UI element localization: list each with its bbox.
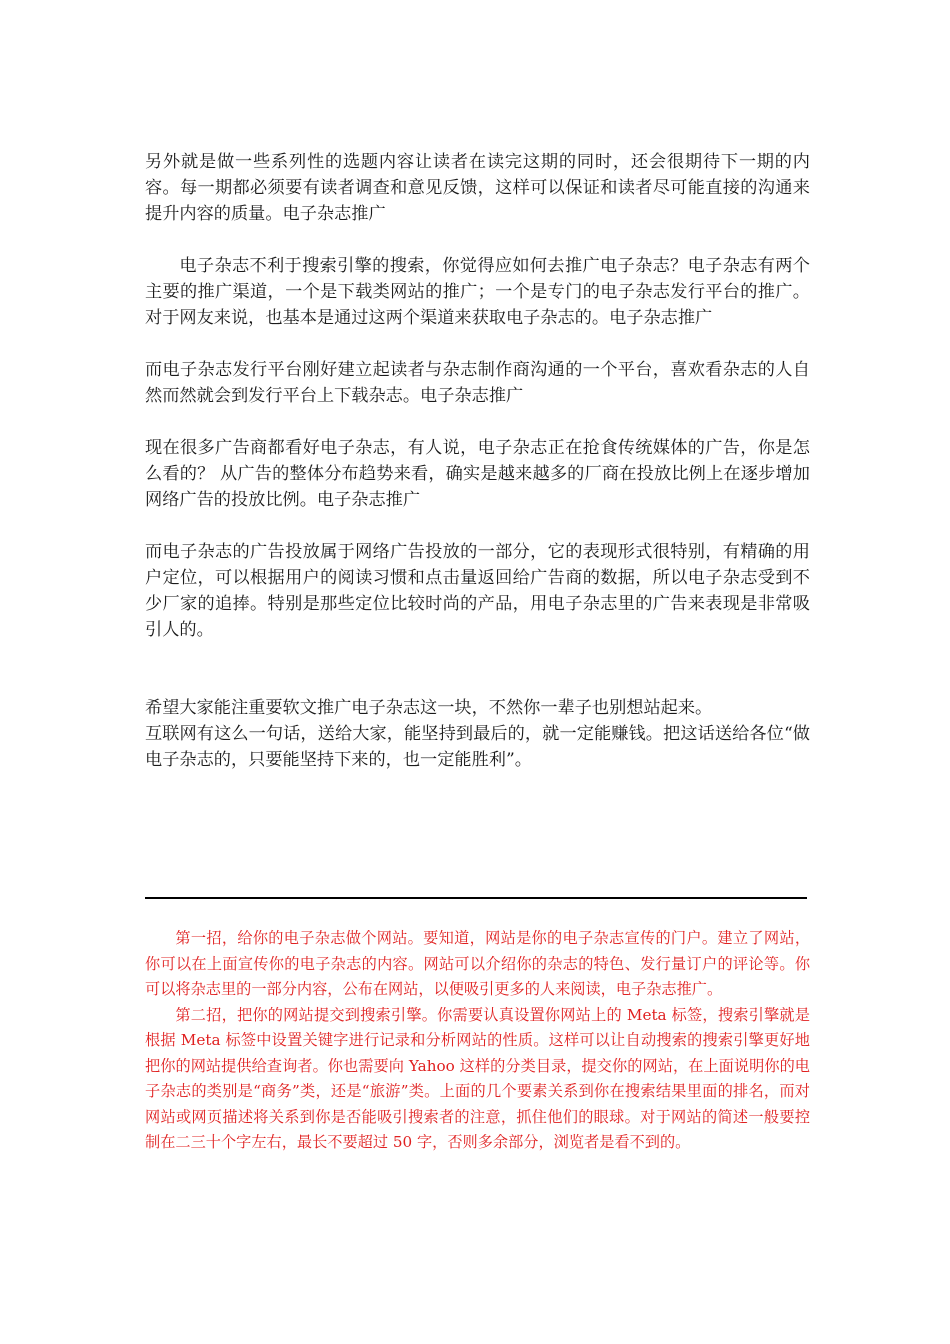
footnote-divider xyxy=(145,897,807,899)
paragraph-series-topics: 另外就是做一些系列性的选题内容让读者在读完这期的同时，还会很期待下一期的内容。每一期都必须要有读者调查和意见反馈，这样可以保证和读者尽可能直接的沟通来提升内容的质量。电子杂志推广 xyxy=(145,152,810,224)
paragraph-promotion-channels: 电子杂志不利于搜索引擎的搜索，你觉得应如何去推广电子杂志？电子杂志有两个主要的推广渠道，一个是下载类网站的推广；一个是专门的电子杂志发行平台的推广。对于网友来说，也基本是通过这两个渠道来获取电子杂志的。电子杂志推广 xyxy=(145,256,810,328)
paragraph-soft-promotion: 希望大家能注重要软文推广电子杂志这一块，不然你一辈子也别想站起来。 xyxy=(145,698,713,718)
main-body xyxy=(145,149,810,773)
paragraph-persistence: 互联网有这么一句话，送给大家，能坚持到最后的，就一定能赚钱。把这话送给各位“做电子杂志的，只要能坚持下来的，也一定能胜利”。 xyxy=(145,724,810,770)
spacer xyxy=(145,669,810,695)
footnote-tip-one: 第一招，给你的电子杂志做个网站。要知道，网站是你的电子杂志宣传的门户。建立了网站，你可以在上面宣传你的电子杂志的内容。网站可以介绍你的杂志的特色、发行量订户的评论等。你可以将杂志里的一部分内容，公布在网站，以便吸引更多的人来阅读，电子杂志推广。 xyxy=(145,929,810,998)
footnote-section xyxy=(145,926,810,1156)
footnote-tip-two: 第二招，把你的网站提交到搜索引擎。你需要认真设置你网站上的 Meta 标签，搜索引擎就是根据 Meta 标签中设置关键字进行记录和分析网站的性质。这样可以让自动搜索的搜索引擎更好地把你的网站提供给查询者。你也需要向 Yahoo 这样的分类目录，提交你的网站，在上面说明你的电子杂志的类别是“商务”类，还是“旅游”类。上面的几个要素关系到你在搜索结果里面的排名，而对网站或网页描述将关系到你是否能吸引搜索者的注意，抓住他们的眼球。对于网站的简述一般要控制在二三十个字左右，最长不要超过 50 字，否则多余部分，浏览者是看不到的。 xyxy=(145,1005,810,1151)
paragraph-publishing-platform: 而电子杂志发行平台刚好建立起读者与杂志制作商沟通的一个平台，喜欢看杂志的人自然而然就会到发行平台上下载杂志。电子杂志推广 xyxy=(145,360,810,406)
paragraph-advertisers: 现在很多广告商都看好电子杂志，有人说，电子杂志正在抢食传统媒体的广告，你是怎么看的？ 从广告的整体分布趋势来看，确实是越来越多的厂商在投放比例上在逐步增加网络广告的投放比例。电子杂志推广 xyxy=(145,438,810,510)
paragraph-ad-targeting: 而电子杂志的广告投放属于网络广告投放的一部分，它的表现形式很特别，有精确的用户定位，可以根据用户的阅读习惯和点击量返回给广告商的数据，所以电子杂志受到不少厂家的追捧。特别是那些定位比较时尚的产品，用电子杂志里的广告来表现是非常吸引人的。 xyxy=(145,542,810,640)
